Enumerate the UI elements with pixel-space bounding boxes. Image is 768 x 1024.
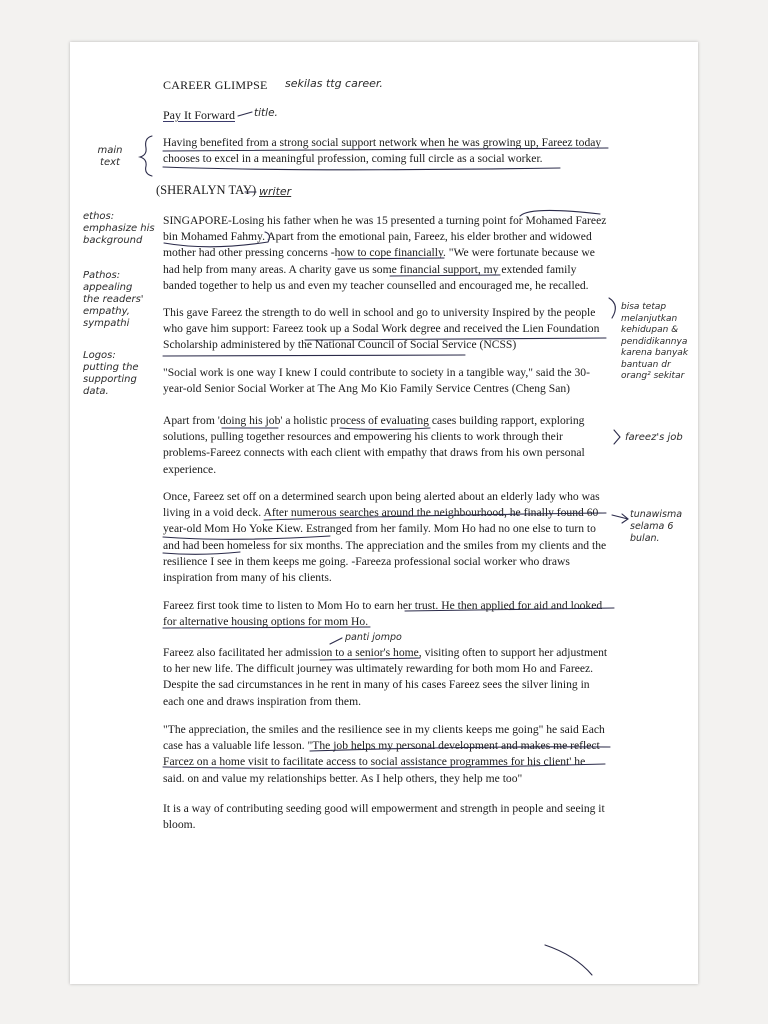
doc-title: Pay It Forward <box>163 108 235 122</box>
paragraph-6: Fareez first took time to listen to Mom Ho to earn her trust. He then applied for aid and looked for alternative housing options for mom Ho. <box>163 599 603 629</box>
paragraph-3: "Social work is one way I knew I could contribute to society in a tangible way," said the 30-year-old Senior Social Worker at The Ang Mo Kio Family Service Centres (Cheng San) <box>163 366 590 396</box>
paragraph-4: Apart from 'doing his job' a holistic process of evaluating cases building rapport, exploring solutions, pulling together resources and empowering his clients to work through their problems-Fareez connects with each client with empathy that draws from his own personal experience. <box>163 414 585 476</box>
paragraph-2: This gave Fareez the strength to do well in school and go to university Inspired by the people who gave him support: Fareez took up a Sodal Work degree and received the Lien Foundation Scholarship administered by the National Council of Social Service (NCSS) <box>163 306 600 352</box>
right-note-job: fareez's job <box>625 432 683 443</box>
heading-note: sekilas ttg career. <box>285 77 383 90</box>
paragraph-9: It is a way of contributing seeding good will empowerment and strength in people and seeing it bloom. <box>163 802 605 832</box>
writer-note: writer <box>259 185 292 198</box>
paragraph-5: Once, Fareez set off on a determined search upon being alerted about an elderly lady who was living in a void deck. After numerous searches around the neighbourhood, he finally found 60-year-old Mom Ho Yoke Kiew. Estranged from her family. Mom Ho had no one else to turn to and had been homeless for six months. The appreciation and the smiles from my clients and the resilience I see in them keeps me going. -Fareeza professional social worker who draws inspiration from many of his clients. <box>163 490 607 585</box>
main-text-note: main text <box>97 145 123 168</box>
doc-heading: CAREER GLIMPSE <box>163 78 268 92</box>
ethos-note: ethos: emphasize his background <box>83 211 155 246</box>
home-note: panti jompo <box>345 632 402 643</box>
right-note-homeless: tunawisma selama 6 bulan. <box>630 509 683 544</box>
paragraph-1: SINGAPORE-Losing his father when he was 15 presented a turning point for Mohamed Fareez bin Mohamed Fahmy. Apart from the emotional pain, Fareez, his elder brother and widowed mother had other pressing concerns -how to cope financially. "We were fortunate because we had help from many areas. A charity gave us some financial support, my extended family banded together to help us and even my teacher counselled and encouraged me, he recalled. <box>163 214 607 292</box>
title-note: title. <box>254 107 278 119</box>
pathos-note: Pathos: appealing the readers' empathy, sympathi <box>83 270 144 329</box>
logos-note: Logos: putting the supporting data. <box>83 350 139 397</box>
doc-byline: (SHERALYN TAY) <box>156 183 257 197</box>
paragraph-8: "The appreciation, the smiles and the resilience see in my clients keeps me going" he said Each case has a valuable life lesson. "The job helps my personal development and makes me reflect Farcez on a home visit to facilitate access to social assistance programmes for his client' he said. on and value my relationships better. As I help others, they help me too" <box>163 723 605 785</box>
paragraph-7: Fareez also facilitated her admission to a senior's home, visiting often to support her adjustment to her new life. The difficult journey was ultimately rewarding for both mom Ho and Fareez. Despite the sad circumstances in he rent in many of his cases Fareez sees the silver lining in each one and draws inspiration from them. <box>163 646 608 708</box>
right-note-support: bisa tetap melanjutkan kehidupan & pendidikannya karena banyak bantuan dr orang² sekitar <box>621 302 689 381</box>
doc-standfirst: Having benefited from a strong social support network when he was growing up, Fareez today chooses to excel in a meaningful profession, coming full circle as a social worker. <box>163 136 602 166</box>
